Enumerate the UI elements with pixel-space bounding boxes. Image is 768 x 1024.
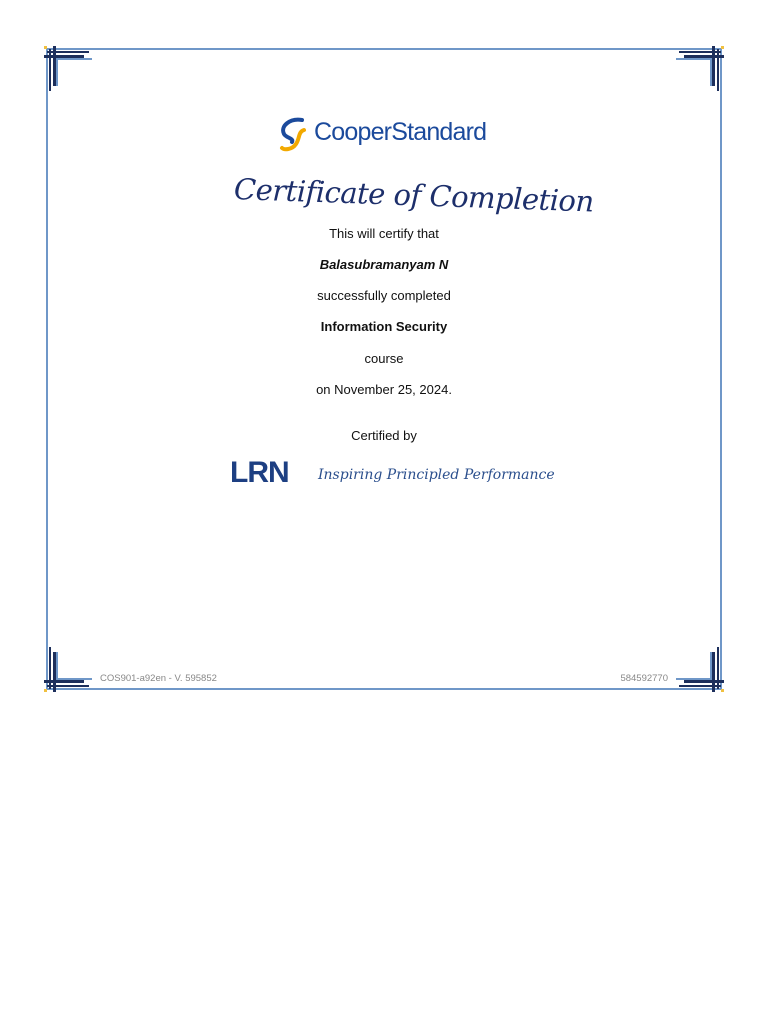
corner-ornament-top-left <box>44 46 104 106</box>
course-word: course <box>364 351 404 366</box>
certificate-title: Certificate of Completion <box>233 172 595 219</box>
brand-name: CooperStandard <box>314 118 487 146</box>
certify-line: This will certify that <box>329 226 439 241</box>
certified-by-label: Certified by <box>351 428 417 443</box>
completed-line: successfully completed <box>317 288 451 303</box>
lrn-logo <box>230 456 555 492</box>
cooperstandard-swoosh-icon <box>276 114 312 154</box>
completion-date: on November 25, 2024. <box>316 382 452 397</box>
lrn-tagline: Inspiring Principled Performance <box>318 467 555 483</box>
footer-certificate-id: 584592770 <box>620 673 668 684</box>
course-name: Information Security <box>320 319 448 334</box>
corner-ornament-top-right <box>664 46 724 106</box>
lrn-wordmark: LRN <box>230 456 289 489</box>
footer-course-code: COS901-a92en - V. 595852 <box>100 673 217 684</box>
cooperstandard-logo <box>276 114 496 154</box>
certificate <box>44 46 724 692</box>
corner-ornament-bottom-right <box>664 632 724 692</box>
corner-ornament-bottom-left <box>44 632 104 692</box>
recipient-name: Balasubramanyam N <box>319 257 449 272</box>
